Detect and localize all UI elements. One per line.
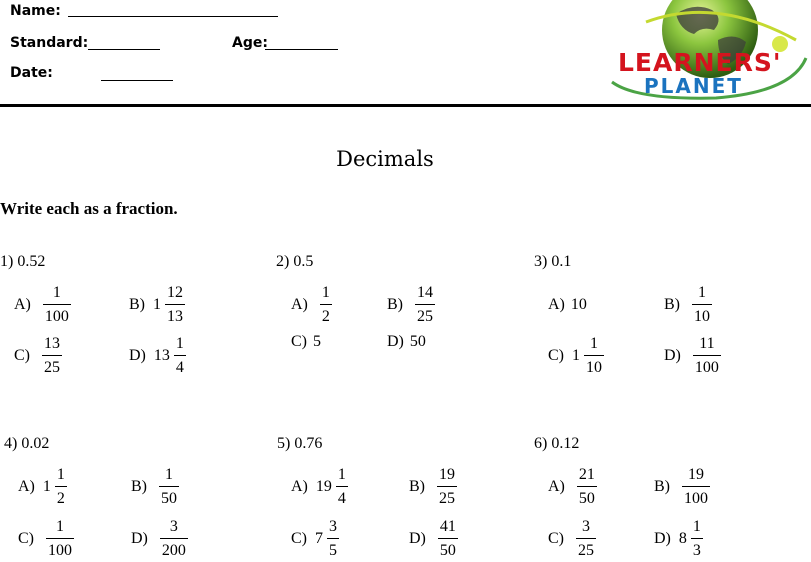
fraction-numerator: 12 [167,284,183,301]
option-fraction [682,467,710,507]
option-fraction [46,519,74,559]
option-whole-number: 1 [572,347,580,364]
question-1-option-b[interactable] [129,282,185,328]
option-fraction [42,336,62,376]
option-whole-number: 19 [315,478,332,495]
option-letter: D) [654,530,671,547]
option-letter: A) [14,296,31,313]
standard-label: Standard: [10,35,89,51]
option-fraction [577,467,597,507]
option-letter: C) [548,530,564,547]
question-6-option-a[interactable] [548,464,597,510]
option-letter: B) [664,296,680,313]
fraction-denominator: 100 [43,304,71,325]
question-4-prompt: 4) 0.02 [4,435,50,452]
fraction-denominator: 50 [159,486,179,507]
option-fraction [336,467,348,507]
question-6-prompt: 6) 0.12 [534,435,580,452]
option-whole-number: 13 [153,347,170,364]
fraction-numerator: 21 [578,466,595,483]
name-label: Name: [10,3,61,19]
header-divider [0,104,811,107]
fraction-numerator: 1 [165,466,173,483]
fraction-numerator: 1 [692,518,701,535]
option-letter: C) [291,333,307,350]
fraction-numerator: 1 [698,284,706,301]
option-fraction [43,285,71,325]
fraction-denominator: 25 [437,486,457,507]
question-6-option-b[interactable] [654,464,710,510]
fraction-denominator: 4 [336,486,348,507]
logo-text-planet: PLANET [644,74,743,98]
fraction-numerator: 1 [321,284,330,301]
option-letter: A) [291,296,308,313]
option-letter: D) [409,530,426,547]
option-fraction [437,467,457,507]
question-1-prompt: 1) 0.52 [0,253,46,270]
fraction-denominator: 13 [165,304,185,325]
fraction-numerator: 19 [439,466,455,483]
fraction-numerator: 14 [417,284,433,301]
fraction-numerator: 1 [52,284,61,301]
fraction-numerator: 19 [688,466,704,483]
fraction-numerator: 1 [56,518,64,535]
option-letter: B) [387,296,403,313]
fraction-denominator: 100 [682,486,710,507]
fraction-numerator: 3 [329,518,337,535]
question-4-option-b[interactable] [131,464,179,510]
option-letter: C) [18,530,34,547]
fraction-denominator: 25 [415,304,435,325]
question-3-option-a[interactable] [548,282,587,328]
question-4-option-d[interactable] [131,516,188,562]
fraction-denominator: 25 [42,355,62,376]
question-2-prompt: 2) 0.5 [276,253,314,270]
age-field[interactable] [265,49,338,50]
question-4-option-a[interactable] [18,464,67,510]
option-whole-number: 8 [678,530,687,547]
option-letter: C) [14,347,30,364]
option-letter: B) [129,296,145,313]
question-5-option-a[interactable] [291,464,348,510]
fraction-denominator: 4 [174,355,186,376]
option-value: 5 [313,333,321,350]
fraction-numerator: 1 [337,466,346,483]
fraction-numerator: 1 [175,335,184,352]
option-fraction [438,519,458,559]
fraction-denominator: 5 [327,538,339,559]
option-letter: A) [548,478,565,495]
question-6-option-d[interactable] [654,516,703,562]
fraction-numerator: 3 [582,518,590,535]
question-5-option-c[interactable] [291,516,339,562]
question-1-option-d[interactable] [129,333,186,379]
option-letter: D) [131,530,148,547]
option-whole-number: 1 [153,296,161,313]
date-field[interactable] [101,80,173,81]
option-fraction [693,336,721,376]
option-fraction [327,519,339,559]
option-fraction [160,519,188,559]
page-title: Decimals [336,147,434,171]
option-letter: B) [654,478,670,495]
option-whole-number: 7 [315,530,323,547]
fraction-numerator: 1 [56,466,65,483]
fraction-numerator: 13 [44,335,60,352]
question-2-option-d[interactable] [387,319,426,365]
question-5-prompt: 5) 0.76 [277,435,323,452]
date-label: Date: [10,65,53,81]
question-3-option-d[interactable] [664,333,721,379]
question-3-option-c[interactable] [548,333,604,379]
option-letter: A) [548,296,565,313]
option-fraction [320,285,332,325]
age-label: Age: [232,35,268,51]
option-letter: D) [129,347,146,364]
fraction-denominator: 10 [692,304,712,325]
fraction-denominator: 200 [160,538,188,559]
option-letter: C) [291,530,307,547]
fraction-denominator: 3 [691,538,703,559]
fraction-denominator: 25 [576,538,596,559]
question-3-prompt: 3) 0.1 [534,253,572,270]
fraction-numerator: 3 [169,518,178,535]
option-value: 50 [409,333,426,350]
option-letter: A) [18,478,35,495]
option-fraction [576,519,596,559]
option-letter: B) [409,478,425,495]
option-letter: C) [548,347,564,364]
question-6-option-c[interactable] [548,516,596,562]
option-fraction [165,285,185,325]
option-whole-number: 1 [42,478,51,495]
option-fraction [159,467,179,507]
fraction-denominator: 10 [584,355,604,376]
option-fraction [55,467,67,507]
fraction-denominator: 50 [577,486,597,507]
option-fraction [691,519,703,559]
fraction-numerator: 41 [439,518,456,535]
question-2-option-c[interactable] [291,319,321,365]
option-fraction [174,336,186,376]
option-letter: A) [291,478,308,495]
learners-planet-logo [606,0,811,104]
fraction-denominator: 2 [55,486,67,507]
option-value: 10 [570,296,587,313]
instructions: Write each as a fraction. [0,199,178,218]
question-3-option-b[interactable] [664,282,712,328]
fraction-denominator: 100 [693,355,721,376]
option-fraction [692,285,712,325]
option-letter: D) [387,333,404,350]
logo-text-learners: LEARNERS' [618,48,782,77]
question-4-option-c[interactable] [18,516,74,562]
fraction-denominator: 50 [438,538,458,559]
fraction-numerator: 11 [699,335,715,352]
standard-field[interactable] [88,49,160,50]
fraction-denominator: 2 [320,304,332,325]
option-fraction [584,336,604,376]
question-5-option-d[interactable] [409,516,458,562]
question-1-option-c[interactable] [14,333,62,379]
option-letter: D) [664,347,681,364]
question-5-option-b[interactable] [409,464,457,510]
name-field[interactable] [68,16,278,17]
question-1-option-a[interactable] [14,282,71,328]
fraction-numerator: 1 [590,335,598,352]
option-letter: B) [131,478,147,495]
fraction-denominator: 100 [46,538,74,559]
